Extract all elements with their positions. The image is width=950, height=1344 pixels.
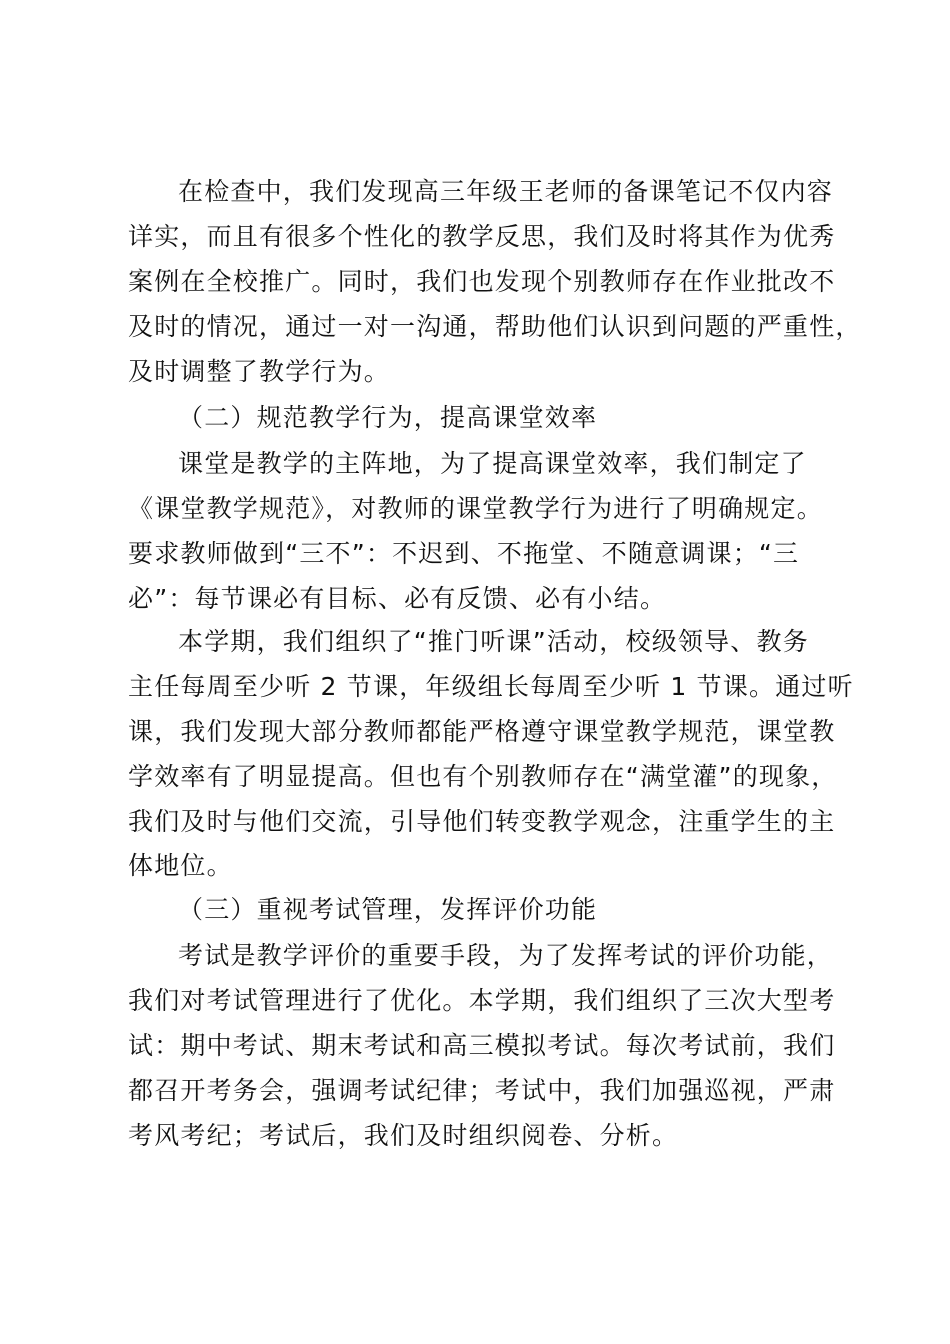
paragraph-1-line-2: 详实，而且有很多个性化的教学反思，我们及时将其作为优秀 bbox=[128, 222, 836, 251]
paragraph-4-line-2: 我们对考试管理进行了优化。本学期，我们组织了三次大型考 bbox=[128, 986, 836, 1015]
paragraph-2-line-1: 课堂是教学的主阵地，为了提高课堂效率，我们制定了 bbox=[178, 449, 807, 478]
paragraph-2-line-3: 要求教师做到“三不”：不迟到、不拖堂、不随意调课；“三 bbox=[128, 539, 800, 568]
paragraph-3-line-1: 本学期，我们组织了“推门听课”活动，校级领导、教务 bbox=[178, 627, 809, 656]
paragraph-3-line-5: 我们及时与他们交流，引导他们转变教学观念，注重学生的主 bbox=[128, 807, 836, 836]
paragraph-4-line-1: 考试是教学评价的重要手段，为了发挥考试的评价功能， bbox=[178, 941, 834, 970]
paragraph-2-line-2: 《课堂教学规范》，对教师的课堂教学行为进行了明确规定。 bbox=[128, 494, 823, 523]
paragraph-2-line-4: 必”：每节课必有目标、必有反馈、必有小结。 bbox=[128, 584, 667, 613]
paragraph-1-line-5: 及时调整了教学行为。 bbox=[128, 357, 391, 386]
section-heading-3: （三）重视考试管理，发挥评价功能 bbox=[178, 895, 598, 924]
paragraph-1-line-3: 案例在全校推广。同时，我们也发现个别教师存在作业批改不 bbox=[128, 267, 836, 296]
paragraph-3-line-3: 课，我们发现大部分教师都能严格遵守课堂教学规范，课堂教 bbox=[128, 717, 836, 746]
paragraph-3-line-4: 学效率有了明显提高。但也有个别教师存在“满堂灌”的现象， bbox=[128, 762, 838, 791]
paragraph-1-line-1: 在检查中，我们发现高三年级王老师的备课笔记不仅内容 bbox=[178, 177, 834, 206]
paragraph-3-line-6: 体地位。 bbox=[128, 851, 233, 880]
section-heading-2: （二）规范教学行为，提高课堂效率 bbox=[178, 403, 598, 432]
paragraph-1-line-4: 及时的情况，通过一对一沟通，帮助他们认识到问题的严重性， bbox=[128, 312, 862, 341]
paragraph-4-line-3: 试：期中考试、期末考试和高三模拟考试。每次考试前，我们 bbox=[128, 1031, 836, 1060]
paragraph-3-line-2: 主任每周至少听 2 节课，年级组长每周至少听 1 节课。通过听 bbox=[128, 672, 854, 701]
paragraph-4-line-5: 考风考纪；考试后，我们及时组织阅卷、分析。 bbox=[128, 1121, 679, 1150]
paragraph-4-line-4: 都召开考务会，强调考试纪律；考试中，我们加强巡视，严肃 bbox=[128, 1076, 836, 1105]
